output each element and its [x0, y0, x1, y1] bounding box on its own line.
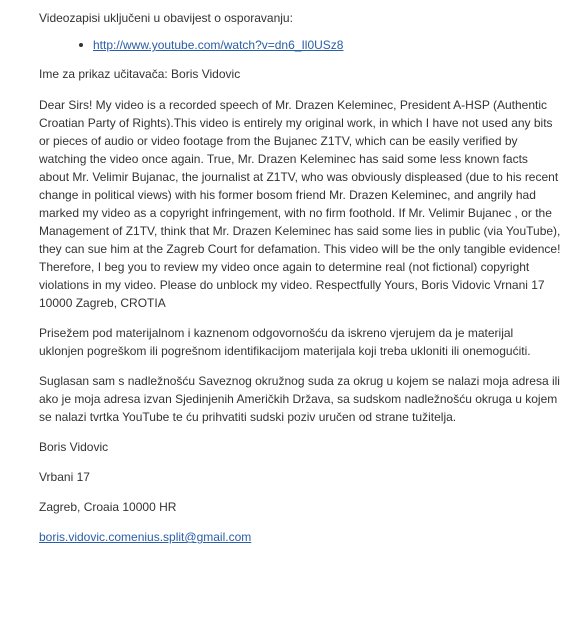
- signature-name: Boris Vidovic: [39, 440, 109, 454]
- email-link[interactable]: boris.vidovic.comenius.split@gmail.com: [39, 530, 252, 544]
- signature-street: Vrbani 17: [39, 470, 90, 484]
- jurisdiction-consent: Suglasan sam s nadležnošću Saveznog okružnog suda za okrug u kojem se nalazi moja adresa ili ako je moja adresa izvan Sjedinjenih Američkih Država, sa sudskom nadležnošću okruga u kojem se nalazi tvrtka YouTube te ću prihvatiti sudski poziv uručen od strane tužitelja.: [39, 374, 560, 424]
- video-link[interactable]: http://www.youtube.com/watch?v=dn6_Il0USz8: [93, 38, 344, 52]
- counter-notification-body: [39, 9, 561, 546]
- bullet-icon: [79, 43, 83, 47]
- dispute-statement: Dear Sirs! My video is a recorded speech of Mr. Drazen Keleminec, President A-HSP (Authentic Croatian Party of Rights).This video is entirely my original work, in which I have not used any bits or pieces of audio or video footage from the Bujanec Z1TV, which can be easily verified by watching the video once again. True, Mr. Drazen Keleminec has said some less known facts about Mr. Velimir Bujanac, the journalist at Z1TV, who was obviously displeased (due to his recent change in political views) with his former bosom friend Mr. Drazen Keleminec, and angrily had marked my video as a copyright infringement, with no firm foothold. If Mr. Velimir Bujanec , or the Management of Z1TV, think that Mr. Drazen Keleminec has said some lies in public (via YouTube), they can sue him at the Zagreb Court for defamation. This video will be the only tangible evidence! Therefore, I beg you to review my video once again to determine real (not fictional) copyright violations in my video. Please do unblock my video. Respectfully Yours, Boris Vidovic Vrnani 17 10000 Zagreb, CROTIA: [39, 98, 561, 310]
- videos-intro-text: Videozapisi uključeni u obavijest o osporavanju:: [39, 11, 293, 25]
- signature-city: Zagreb, Croaia 10000 HR: [39, 500, 177, 514]
- signature-email-line: [39, 528, 561, 546]
- perjury-declaration: Prisežem pod materijalnom i kaznenom odgovornošću da iskreno vjerujem da je materijal uklonjen pogreškom ili pogrešnom identifikacijom materijala koji treba ukloniti ili onemogućiti.: [39, 326, 531, 358]
- list-item: [93, 36, 561, 54]
- video-link-list: [39, 36, 561, 54]
- uploader-name-line: Ime za prikaz učitavača: Boris Vidovic: [39, 67, 241, 81]
